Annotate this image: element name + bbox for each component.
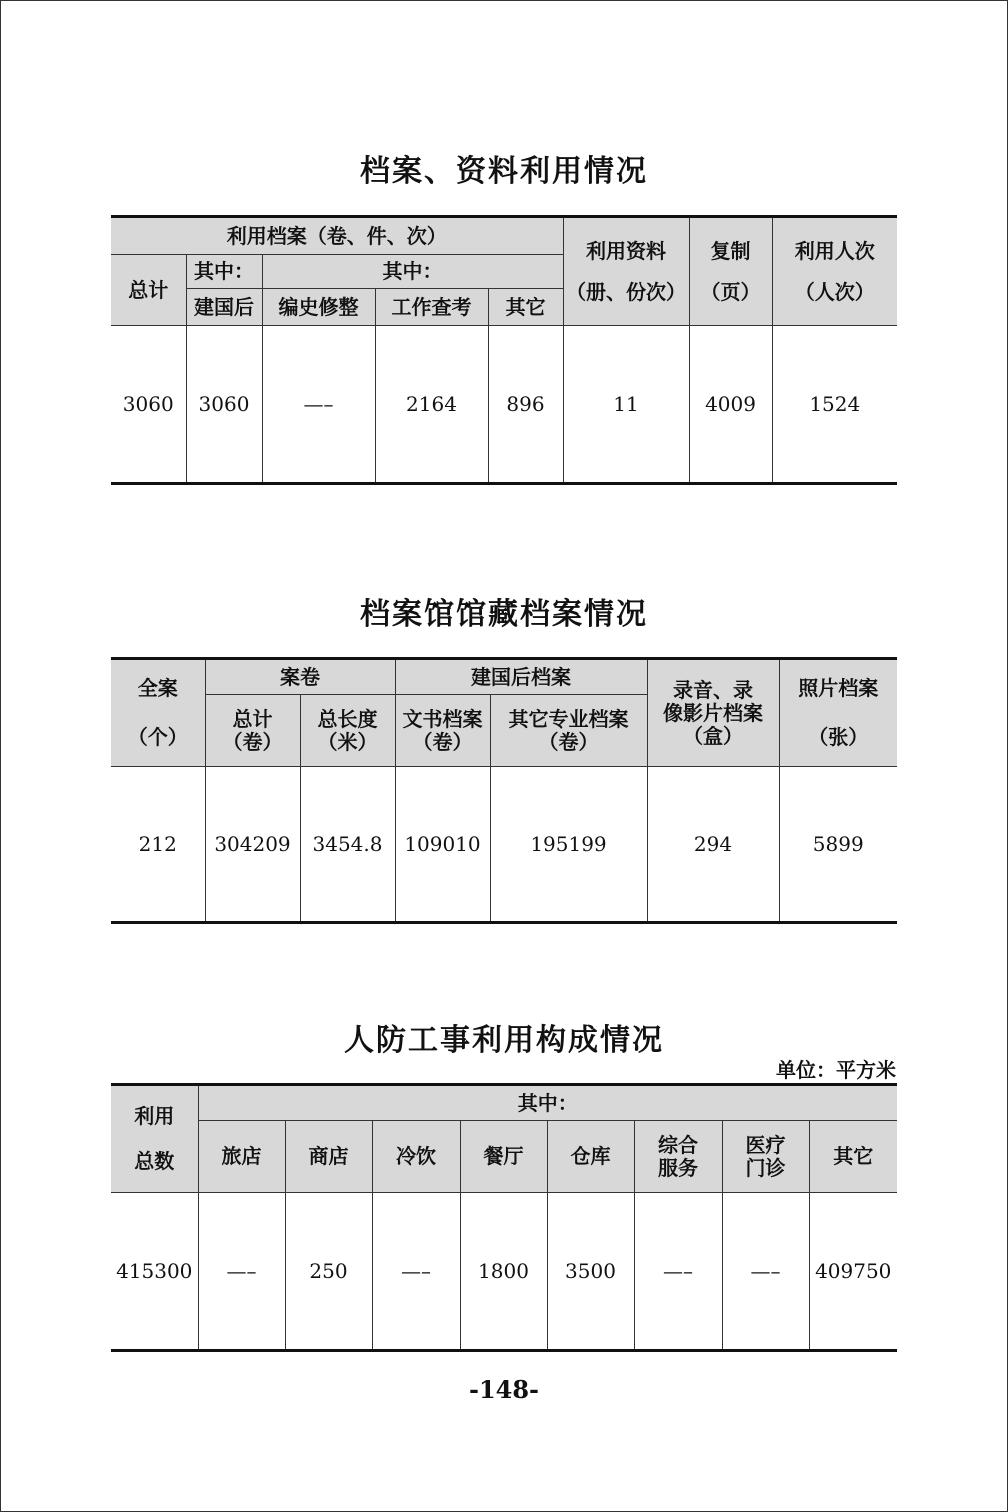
copy-unit: （页）	[700, 279, 761, 304]
col-hotel: 旅店	[198, 1121, 285, 1193]
table-cell: 2164	[375, 326, 488, 484]
fonds-unit: （个）	[127, 725, 188, 749]
post-founding-header: 建国后	[186, 289, 262, 326]
col-other: 其它	[809, 1121, 897, 1193]
subcol-history: 编史修整	[262, 289, 375, 326]
materials-unit: （册、份次）	[566, 279, 687, 304]
table-cell: 250	[285, 1193, 372, 1351]
fonds-label: 全案	[137, 676, 178, 700]
table-cell: 212	[111, 767, 205, 923]
of-which-header: 其中：	[198, 1085, 897, 1121]
col-label: 医疗	[745, 1132, 786, 1157]
other-label: 其它专业档案	[508, 706, 629, 731]
col-label: 服务	[658, 1155, 698, 1180]
volumes-group-header: 案卷	[205, 659, 395, 695]
col-label: 门诊	[745, 1155, 786, 1180]
table-cell: 3500	[547, 1193, 634, 1351]
civil-defense-usage-table	[111, 1083, 897, 1352]
av-unit: （盒）	[683, 723, 743, 748]
total-header: 总计	[111, 255, 186, 326]
page-number: -148-	[468, 1375, 540, 1404]
audio-video-header	[647, 659, 779, 767]
table-cell: 3060	[186, 326, 262, 484]
usage-total-header	[111, 1085, 198, 1193]
volumes-total-label: 总计	[232, 706, 273, 731]
table-cell: 1800	[460, 1193, 547, 1351]
table2-title: 档案馆馆藏档案情况	[360, 597, 648, 632]
copy-header	[689, 217, 772, 326]
subcol-work-reference: 工作查考	[375, 289, 488, 326]
table-cell: 896	[488, 326, 563, 484]
col-cold-drinks: 冷饮	[372, 1121, 460, 1193]
volumes-length-header	[300, 695, 395, 767]
of-which-header-1: 其中：	[186, 255, 262, 289]
table3-title: 人防工事利用构成情况	[344, 1023, 664, 1058]
photo-header	[779, 659, 897, 767]
table-cell: —–	[262, 326, 375, 484]
table-cell: 304209	[205, 767, 300, 923]
visits-label: 利用人次	[794, 238, 875, 263]
table-cell: 3454.8	[300, 767, 395, 923]
usage-total-label-2: 总数	[134, 1149, 175, 1173]
usage-total-label-1: 利用	[134, 1104, 175, 1128]
archives-usage-table	[111, 215, 897, 485]
table-cell: 109010	[395, 767, 490, 923]
subcol-other: 其它	[488, 289, 563, 326]
visits-unit: （人次）	[794, 279, 875, 304]
col-clinic	[722, 1121, 809, 1193]
documents-header	[395, 695, 490, 767]
table-cell: —–	[634, 1193, 722, 1351]
of-which-header-2: 其中：	[262, 255, 563, 289]
volumes-length-label: 总长度	[317, 706, 378, 731]
table-cell: 409750	[809, 1193, 897, 1351]
copy-label: 复制	[710, 238, 751, 263]
documents-unit: （卷）	[412, 729, 473, 754]
col-general-services	[634, 1121, 722, 1193]
volumes-total-header	[205, 695, 300, 767]
table-cell: 1524	[772, 326, 897, 484]
other-unit: （卷）	[538, 729, 599, 754]
volumes-length-unit: （米）	[317, 729, 378, 754]
col-label: 综合	[658, 1132, 698, 1157]
table1-title: 档案、资料利用情况	[360, 154, 648, 189]
table-cell: 5899	[779, 767, 897, 923]
col-restaurant: 餐厅	[460, 1121, 547, 1193]
volumes-total-unit: （卷）	[222, 729, 283, 754]
photo-unit: （张）	[808, 725, 869, 749]
table-cell: 3060	[111, 326, 186, 484]
table-cell: 11	[563, 326, 689, 484]
av-label-2: 像影片档案	[663, 700, 763, 725]
table-cell: 195199	[490, 767, 647, 923]
table-cell: 4009	[689, 326, 772, 484]
table-cell: —–	[372, 1193, 460, 1351]
table-cell: —–	[722, 1193, 809, 1351]
other-professional-header	[490, 695, 647, 767]
table-cell: —–	[198, 1193, 285, 1351]
col-shop: 商店	[285, 1121, 372, 1193]
col-warehouse: 仓库	[547, 1121, 634, 1193]
archive-holdings-table	[111, 657, 897, 924]
materials-label: 利用资料	[586, 238, 667, 263]
documents-label: 文书档案	[402, 706, 483, 731]
av-label-1: 录音、录	[673, 677, 753, 702]
table-cell: 415300	[111, 1193, 198, 1351]
post-founding-group-header: 建国后档案	[395, 659, 647, 695]
table-cell: 294	[647, 767, 779, 923]
unit-label: 单位：平方米	[776, 1058, 896, 1082]
photo-label: 照片档案	[798, 676, 879, 700]
materials-header	[563, 217, 689, 326]
usage-group-header: 利用档案（卷、件、次）	[111, 217, 563, 255]
fonds-header	[111, 659, 205, 767]
visits-header	[772, 217, 897, 326]
